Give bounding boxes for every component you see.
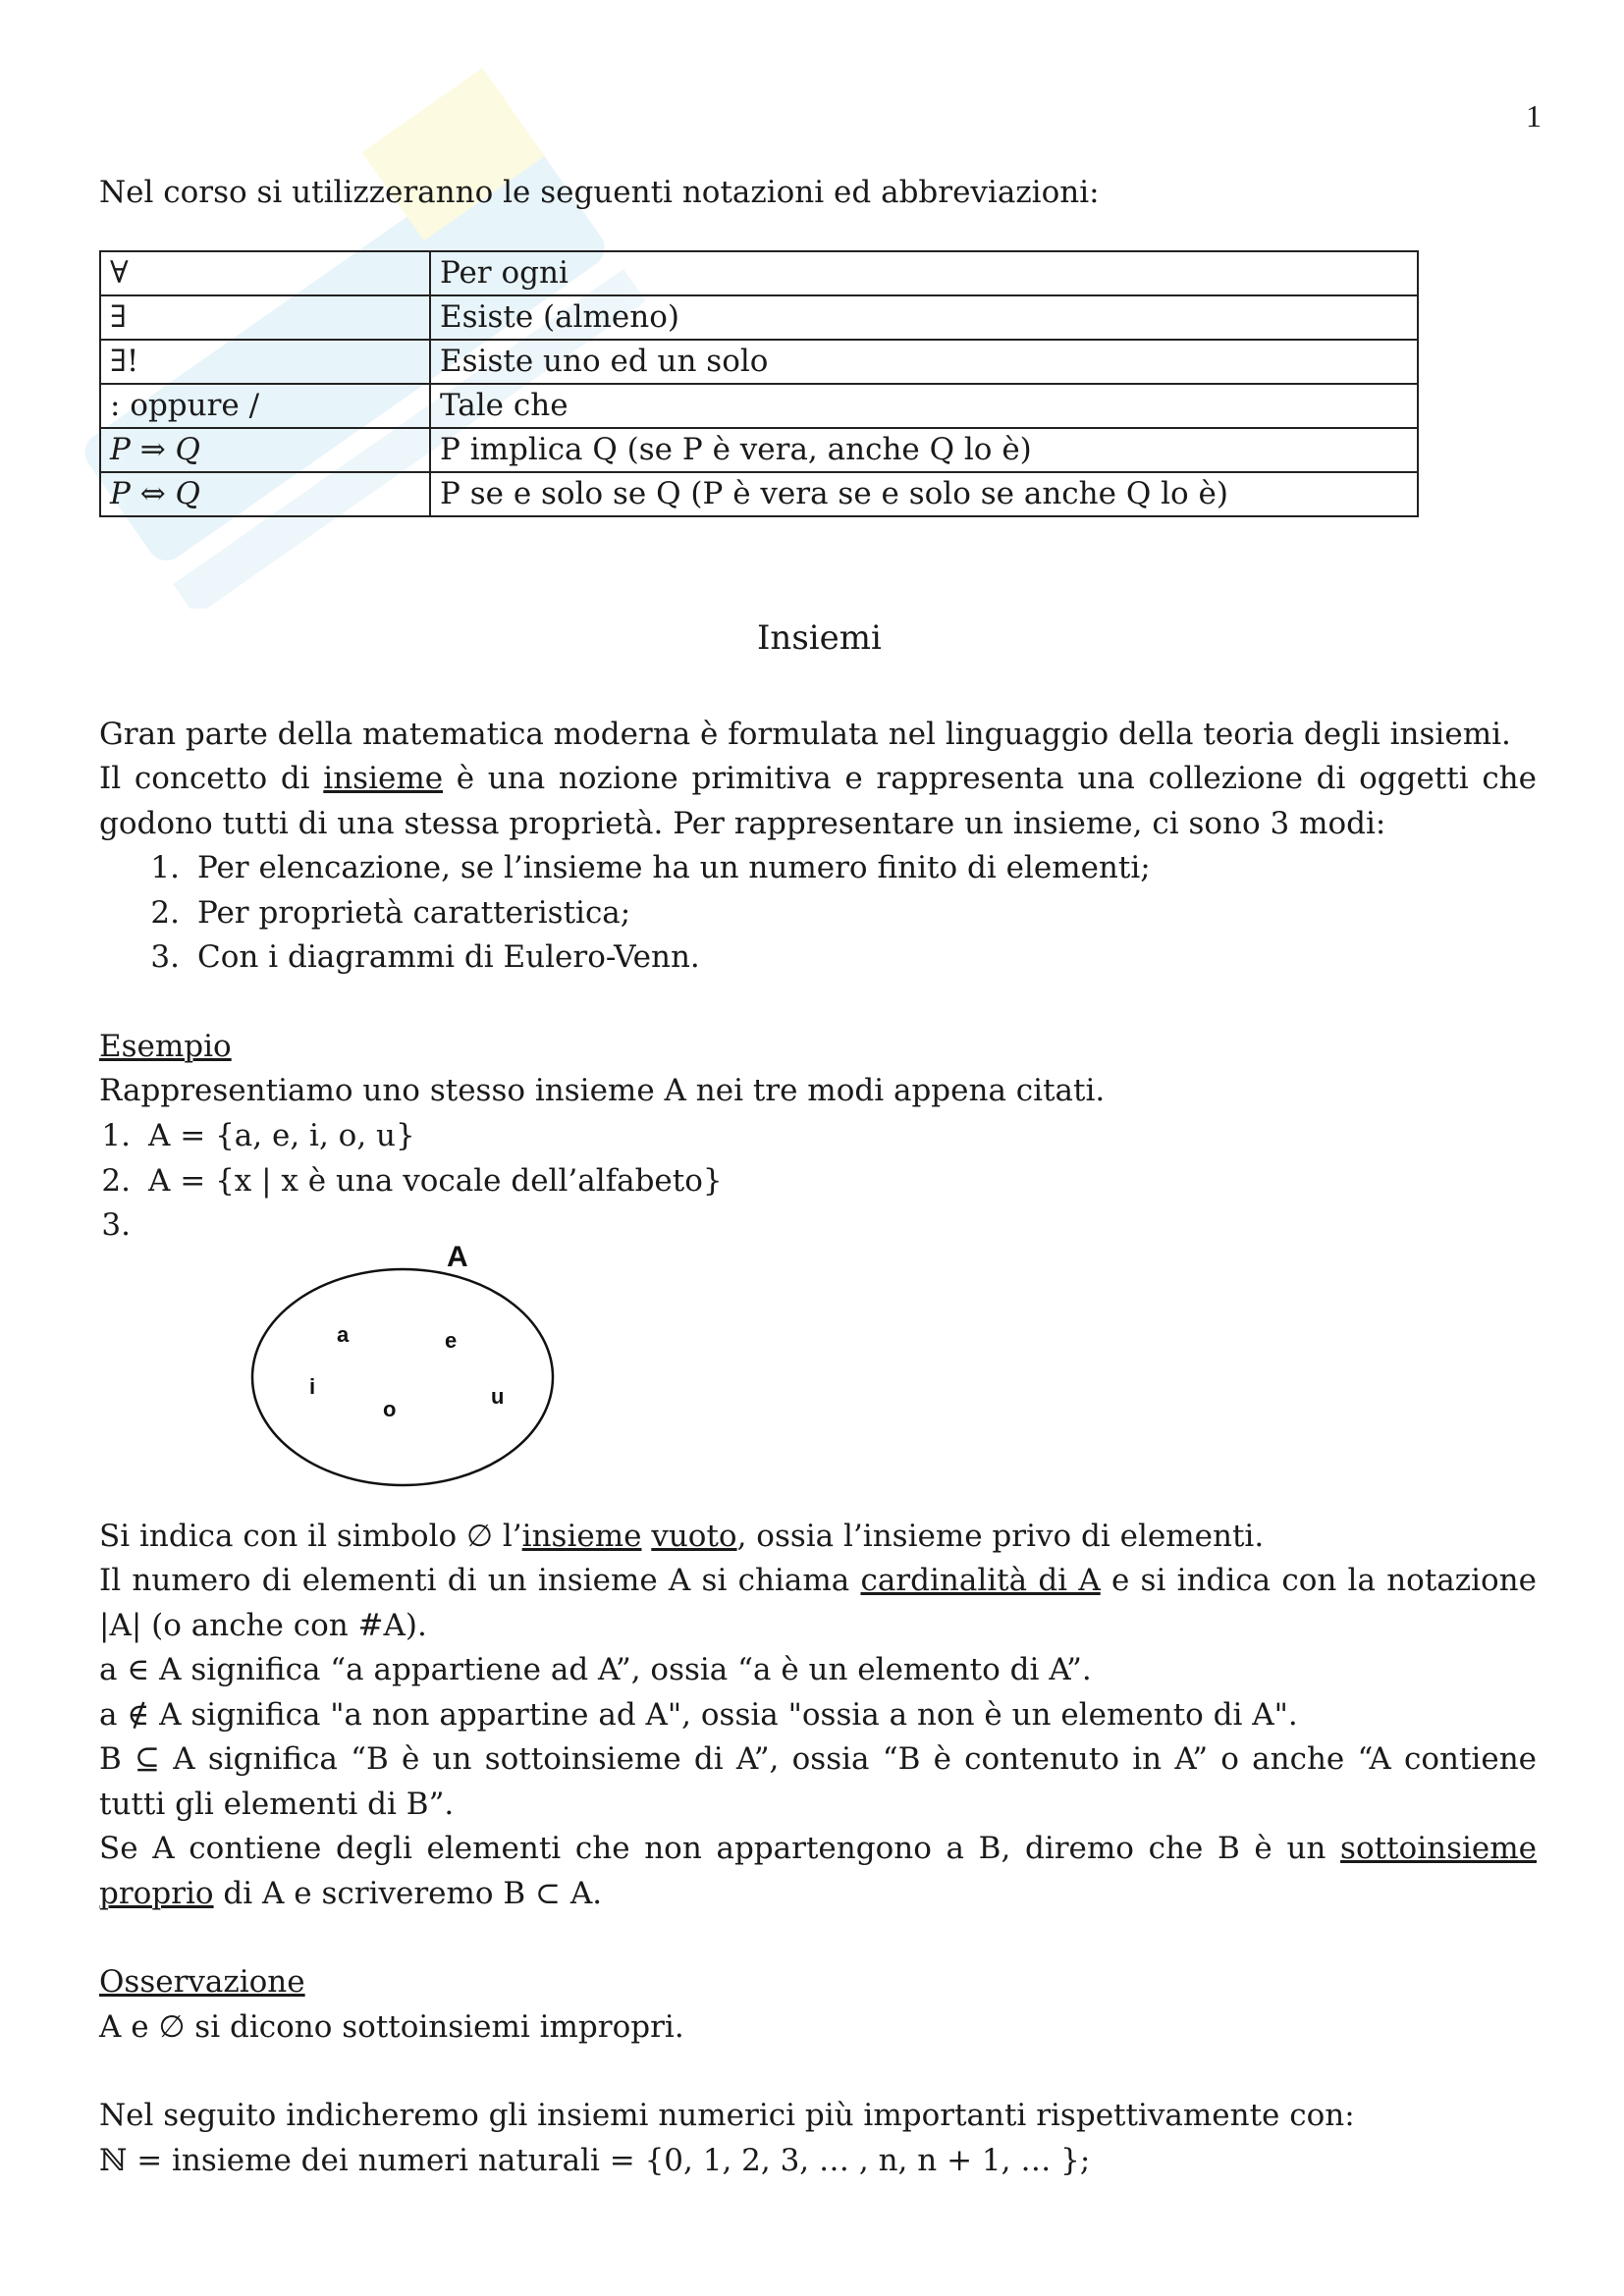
subset-text: B ⊆ A significa “B è un sottoinsieme di A”, ossia “B è contenuto in A” o anche “A contiene tutti gli elementi di B”. [99, 1741, 1537, 1822]
osservazione-heading: Osservazione [99, 1964, 305, 2000]
list-item: 3. Con i diagrammi di Eulero-Venn. [150, 939, 700, 975]
notation-symbol: P ⇔ Q [100, 472, 430, 516]
set-element: a [337, 1322, 350, 1347]
notation-symbol: ∃ [100, 295, 430, 340]
notation-meaning: Esiste uno ed un solo [430, 340, 1418, 384]
list-item: 1. A = {a, e, i, o, u} [101, 1118, 415, 1153]
venn-diagram [245, 1232, 569, 1492]
proper-subset-text: Se A contiene degli elementi che non appartengono a B, diremo che B è un sottoinsieme proprio di A e scriveremo B ⊂ A. [99, 1831, 1537, 1911]
notation-symbol: P ⇒ Q [100, 428, 430, 472]
esempio-text: Rappresentiamo uno stesso insieme A nei tre modi appena citati. [99, 1073, 1106, 1108]
table-row [100, 251, 1418, 295]
list-item: 1. Per elencazione, se l’insieme ha un numero finito di elementi; [150, 850, 1151, 885]
set-element: u [491, 1384, 505, 1409]
list-item: 2. A = {x | x è una vocale dell’alfabeto} [101, 1162, 723, 1199]
esempio-heading: Esempio [99, 1029, 232, 1064]
table-row [100, 428, 1418, 472]
paragraph-intro: Gran parte della matematica moderna è formulata nel linguaggio della teoria degli insiemi. [99, 717, 1511, 752]
notation-meaning: Esiste (almeno) [430, 295, 1418, 340]
osservazione-text: A e ∅ si dicono sottoinsiemi impropri. [99, 2009, 684, 2045]
set-element: e [445, 1328, 458, 1353]
notation-meaning: P implica Q (se P è vera, anche Q lo è) [430, 428, 1418, 472]
page-number: 1 [1526, 98, 1542, 133]
empty-set-text: Si indica con il simbolo ∅ l’insieme vuoto, ossia l’insieme privo di elementi. [99, 1519, 1265, 1554]
notation-meaning: Tale che [430, 384, 1418, 428]
cardinality-text: Il numero di elementi di un insieme A si chiama cardinalità di A e si indica con la notazione |A| (o anche con #A). [99, 1563, 1537, 1643]
list-item: 2. Per proprietà caratteristica; [150, 894, 631, 931]
paragraph-insieme: Il concetto di insieme è una nozione primitiva e rappresenta una collezione di oggetti che godono tutti di una stessa proprietà. Per rappresentare un insieme, ci sono 3 modi: [99, 761, 1537, 841]
term-cardinalita: cardinalità di A [860, 1563, 1101, 1598]
section-title: Insiemi [757, 618, 882, 658]
notation-symbol: : oppure / [100, 384, 430, 428]
table-row [100, 295, 1418, 340]
set-label: A [447, 1241, 468, 1273]
table-row [100, 472, 1418, 516]
notation-table [99, 250, 1419, 517]
not-belongs-text: a ∉ A significa "a non appartine ad A", ossia "ossia a non è un elemento di A". [99, 1697, 1298, 1733]
list-item: 3. [101, 1207, 131, 1243]
set-element: i [309, 1374, 316, 1399]
set-element: o [383, 1397, 397, 1421]
belongs-text: a ∈ A significa “a appartiene ad A”, ossia “a è un elemento di A”. [99, 1652, 1092, 1687]
naturals-definition: ℕ = insieme dei numeri naturali = {0, 1, 2, 3, … , n, n + 1, … }; [99, 2143, 1091, 2178]
examples-list [81, 1114, 723, 1249]
numeric-sets-intro: Nel seguito indicheremo gli insiemi numerici più importanti rispettivamente con: [99, 2098, 1355, 2133]
term-insieme-vuoto: insieme [521, 1519, 642, 1554]
set-ellipse [252, 1269, 553, 1485]
modes-list [131, 846, 1151, 981]
term-sottoinsieme-proprio: sottoinsieme proprio [99, 1831, 1537, 1911]
intro-text: Nel corso si utilizzeranno le seguenti notazioni ed abbreviazioni: [99, 175, 1100, 210]
table-row [100, 340, 1418, 384]
term-insieme: insieme [323, 761, 444, 796]
notation-meaning: Per ogni [430, 251, 1418, 295]
notation-symbol: ∀ [100, 251, 430, 295]
notation-meaning: P se e solo se Q (P è vera se e solo se anche Q lo è) [430, 472, 1418, 516]
table-row [100, 384, 1418, 428]
notation-symbol: ∃! [100, 340, 430, 384]
